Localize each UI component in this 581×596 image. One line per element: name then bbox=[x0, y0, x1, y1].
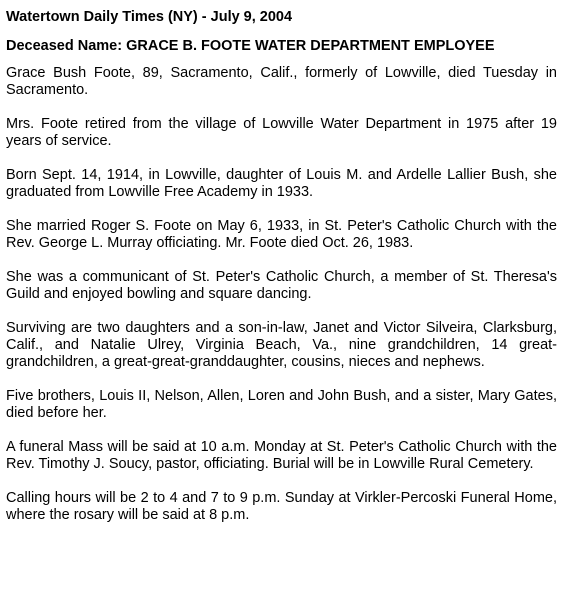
paragraph-funeral-mass: A funeral Mass will be said at 10 a.m. Monday at St. Peter's Catholic Church with the Rev. Timothy J. Soucy, pastor, officiating. Burial will be in Lowville Rural Cemetery. bbox=[6, 439, 557, 472]
paragraph-calling-hours: Calling hours will be 2 to 4 and 7 to 9 p.m. Sunday at Virkler-Percoski Funeral Home, where the rosary will be said at 8 p.m. bbox=[6, 490, 557, 523]
deceased-name-heading: Deceased Name: GRACE B. FOOTE WATER DEPARTMENT EMPLOYEE bbox=[6, 38, 495, 54]
paragraph-death-notice: Grace Bush Foote, 89, Sacramento, Calif., formerly of Lowville, died Tuesday in Sacramento. bbox=[6, 65, 557, 98]
paragraph-marriage: She married Roger S. Foote on May 6, 1933, in St. Peter's Catholic Church with the Rev. George L. Murray officiating. Mr. Foote died Oct. 26, 1983. bbox=[6, 218, 557, 251]
paragraph-survivors: Surviving are two daughters and a son-in-law, Janet and Victor Silveira, Clarksburg, Calif., and Natalie Ulrey, Virginia Beach, Va., nine grandchildren, 14 great- grandchildren, a great-great-granddaughter, cousins, nieces and nephews. bbox=[6, 320, 557, 370]
paragraph-predeceased: Five brothers, Louis II, Nelson, Allen, Loren and John Bush, and a sister, Mary Gates, died before her. bbox=[6, 388, 557, 421]
source-line: Watertown Daily Times (NY) - July 9, 2004 bbox=[6, 9, 293, 25]
paragraph-retirement: Mrs. Foote retired from the village of Lowville Water Department in 1975 after 19 years of service. bbox=[6, 116, 557, 149]
paragraph-church: She was a communicant of St. Peter's Catholic Church, a member of St. Theresa's Guild and enjoyed bowling and square dancing. bbox=[6, 269, 557, 302]
paragraph-birth: Born Sept. 14, 1914, in Lowville, daughter of Louis M. and Ardelle Lallier Bush, she graduated from Lowville Free Academy in 1933. bbox=[6, 167, 557, 200]
